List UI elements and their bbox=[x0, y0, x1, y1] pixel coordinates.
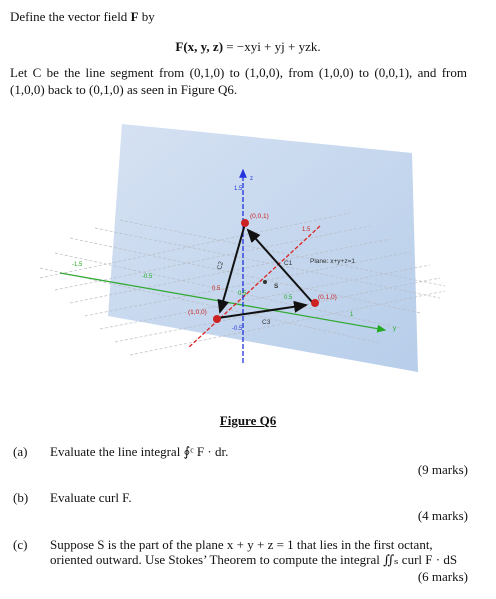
label-plane: Plane: x+y+z=1 bbox=[310, 258, 355, 265]
tick-y-a: 0.5 bbox=[284, 295, 293, 301]
equation-lhs: F(x, y, z) bbox=[175, 39, 224, 54]
tick-y-left: -1.5 bbox=[72, 262, 83, 268]
question-c-label: (c) bbox=[13, 537, 28, 552]
label-c3: C3 bbox=[262, 319, 271, 326]
question-c-text-line2: oriented outward. Use Stokes’ Theorem to compute the integral ∬ₛ curl F · dS bbox=[50, 552, 458, 567]
intro-prefix: Define the vector field bbox=[10, 9, 131, 24]
point-100 bbox=[213, 315, 221, 323]
intro-line bbox=[10, 8, 155, 25]
axis-label-y: y bbox=[393, 326, 396, 332]
question-b-text: Evaluate curl F. bbox=[50, 490, 132, 505]
axis-label-z: z bbox=[250, 176, 253, 182]
label-c2: C2 bbox=[216, 260, 226, 271]
tick-y-mid: 0.5 bbox=[238, 291, 247, 297]
curve-description: Let C be the line segment from (0,1,0) to (1,0,0), from (1,0,0) to (0,0,1), and from (1,0,0) back to (0,1,0) as seen in Figure Q6. bbox=[10, 65, 467, 97]
intro-suffix: by bbox=[138, 9, 155, 24]
tick-y-left2: -0.5 bbox=[142, 274, 153, 280]
tick-x-a: 1.5 bbox=[302, 227, 311, 233]
tick-x-b: 0.5 bbox=[212, 286, 221, 292]
equation bbox=[0, 38, 496, 55]
intro-field-symbol: F bbox=[130, 9, 139, 24]
question-a-marks: (9 marks) bbox=[417, 462, 468, 477]
question-b-label: (b) bbox=[13, 490, 29, 505]
point-s bbox=[263, 280, 267, 284]
tick-z-top: 1.5 bbox=[234, 186, 243, 192]
point-001 bbox=[241, 219, 249, 227]
figure-q6 bbox=[0, 108, 496, 408]
label-p100: (1,0,0) bbox=[188, 309, 207, 316]
question-a-label: (a) bbox=[13, 444, 28, 459]
label-p010: (0,1,0) bbox=[318, 294, 337, 301]
figure-caption: Figure Q6 bbox=[219, 413, 277, 428]
question-b-marks: (4 marks) bbox=[417, 508, 468, 523]
label-s: S bbox=[274, 283, 279, 290]
question-a-text: Evaluate the line integral ∮ᶜ F · dr. bbox=[50, 444, 229, 459]
question-c-marks: (6 marks) bbox=[417, 569, 468, 584]
label-p001: (0,0,1) bbox=[250, 213, 269, 220]
tick-y-c: 1 bbox=[350, 312, 354, 318]
label-c1: C1 bbox=[284, 260, 293, 267]
equation-rhs: = −xyi + yj + yzk. bbox=[223, 39, 321, 54]
question-c-text-line1: Suppose S is the part of the plane x + y + z = 1 that lies in the first octant, bbox=[50, 537, 433, 552]
tick-z-low: -0.5 bbox=[232, 326, 243, 332]
